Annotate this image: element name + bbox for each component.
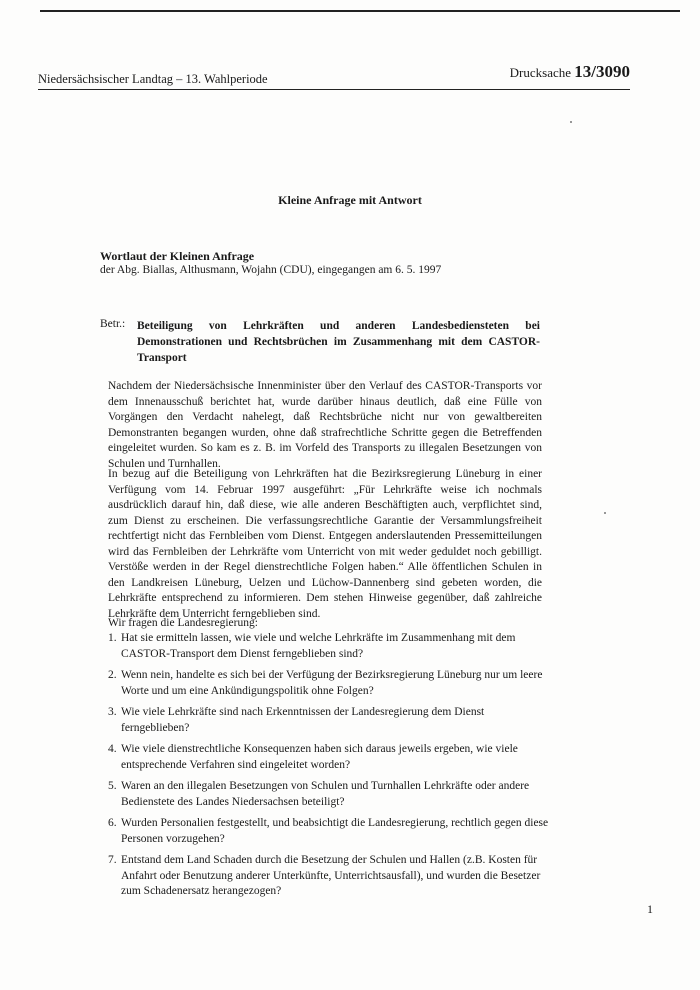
inquiry-heading: Wortlaut der Kleinen Anfrage — [100, 249, 255, 263]
question-text: Hat sie ermitteln lassen, wie viele und welche Lehrkräfte im Zusammenhang mit dem CASTOR-Transport dem Dienst ferngeblieben sind? — [121, 632, 516, 660]
scan-speck — [604, 512, 606, 514]
parliament-label: Niedersächsischer Landtag – 13. Wahlperiode — [38, 72, 268, 86]
question-item — [108, 631, 552, 662]
question-number: 7. — [108, 854, 117, 866]
paragraph: In bezug auf die Beteiligung von Lehrkräften hat die Bezirksregierung Lüneburg in einer Verfügung vom 14. Februar 1997 ausgeführt: „Für Lehrkräfte weise ich nochmals ausdrücklich darauf hin, daß diese, wie alle anderen Beschäftigten auch, verpflichtet sind, zum Dienst zu erscheinen. Die verfassungsrechtliche Garantie der Versammlungsfreiheit rechtfertigt nicht das Fernbleiben vom Dienst. Entgegen anderslautenden Pressemitteilungen wird das Fernbleiben der Lehrkräfte vom Unterricht von mit weder geduldet noch gebilligt. Verstöße werden in der Regel dienstrechtliche Folgen haben.“ Alle öffentlichen Schulen in den Landkreisen Lüneburg, Uelzen und Lüchow-Dannenberg sind gebeten worden, die Lehrkräfte entsprechend zu informieren. Dem stehen Hinweise gegenüber, daß zahlreiche Lehrkräfte dem Unterricht ferngeblieben sind. — [108, 468, 542, 620]
question-text: Entstand dem Land Schaden durch die Besetzung der Schulen und Hallen (z.B. Kosten für Anfahrt oder Benutzung anderer Unterkünfte, Unterrichtsausfall), und wurden die Besetzer zum Schadenersatz herangezogen? — [121, 854, 541, 897]
question-text: Wenn nein, handelte es sich bei der Verfügung der Bezirksregierung Lüneburg nur um leere Worte und um eine Ankündigungspolitik ohne Folgen? — [121, 669, 543, 697]
question-item — [108, 816, 552, 847]
questions-list — [108, 630, 552, 906]
question-item — [108, 853, 552, 900]
question-item — [108, 705, 552, 736]
question-text: Wurden Personalien festgestellt, und beabsichtigt die Landesregierung, rechtlich gegen diese Personen vorzugehen? — [121, 817, 549, 845]
top-border-rule — [40, 10, 680, 12]
header-rule — [38, 89, 630, 90]
question-text: Wie viele Lehrkräfte sind nach Erkenntnissen der Landesregierung dem Dienst ferngeblieben? — [121, 706, 485, 734]
question-number: 1. — [108, 632, 117, 644]
question-item — [108, 668, 552, 699]
subject-block — [100, 318, 540, 366]
question-item — [108, 779, 552, 810]
question-number: 5. — [108, 780, 117, 792]
subject-label: Betr.: — [100, 318, 126, 330]
paragraph: Nachdem der Niedersächsische Innenminister über den Verlauf des CASTOR-Transports vor dem Innenausschuß berichtet hat, wurde darüber hinaus deutlich, daß eine Fülle von Vorgängen den Verdacht nahelegt, daß Rechtsbrüche nicht nur von gewaltbereiten Demonstranten begangen wurden, ohne daß strafrechtliche Schritte gegen die Betreffenden eingeleitet wurden. So kam es z. B. im Vorfeld des Transports zu illegalen Besetzungen von Schulen und Turnhallen. — [108, 380, 542, 470]
subject-text: Beteiligung von Lehrkräften und anderen Landesbediensteten bei Demonstrationen und Rechtsbrüchen im Zusammenhang mit dem CASTOR-Transport — [137, 320, 540, 364]
question-number: 6. — [108, 817, 117, 829]
inquiry-meta: der Abg. Biallas, Althusmann, Wojahn (CDU), eingegangen am 6. 5. 1997 — [100, 264, 442, 276]
document-title: Kleine Anfrage mit Antwort — [278, 193, 422, 207]
drucksache-reference — [510, 62, 630, 82]
question-number: 3. — [108, 706, 117, 718]
question-number: 4. — [108, 743, 117, 755]
question-item — [108, 742, 552, 773]
drucksache-number: 13/3090 — [574, 62, 630, 81]
page-number: 1 — [647, 902, 653, 916]
question-text: Wie viele dienstrechtliche Konsequenzen haben sich daraus jeweils ergeben, wie viele entsprechende Verfahren sind eingeleitet worden? — [121, 743, 518, 771]
question-number: 2. — [108, 669, 117, 681]
page-header — [38, 62, 630, 92]
question-text: Waren an den illegalen Besetzungen von Schulen und Turnhallen Lehrkräfte oder andere Bedienstete des Landes Niedersachsen beteiligt? — [121, 780, 530, 808]
scan-speck — [570, 121, 572, 123]
drucksache-label: Drucksache — [509, 65, 572, 80]
questions-intro: Wir fragen die Landesregierung: — [108, 617, 258, 629]
